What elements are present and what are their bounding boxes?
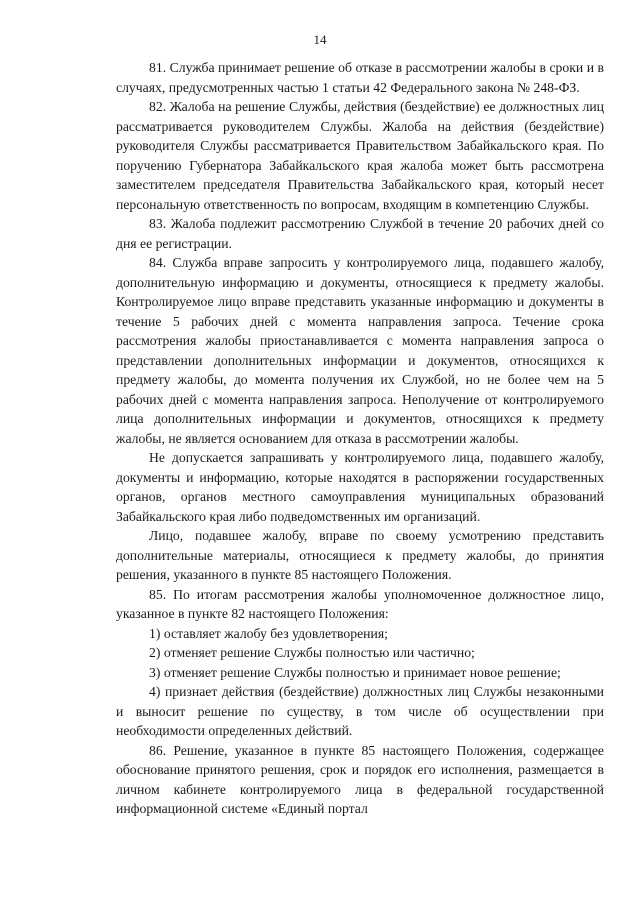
list-item-85-4: 4) признает действия (бездействие) должностных лиц Службы незаконными и выносит решение по существу, в том числе об осуществлении при необходимости определенных действий. xyxy=(116,684,604,738)
paragraph-84-additional-materials: Лицо, подавшее жалобу, вправе по своему усмотрению представить дополнительные материалы, относящиеся к предмету жалобы, до принятия решения, указанного в пункте 85 настоящего Положения. xyxy=(116,528,604,582)
paragraph-84-no-request: Не допускается запрашивать у контролируемого лица, подавшего жалобу, документы и информацию, которые находятся в распоряжении государственных органов, органов местного самоуправления муниципальных образований Забайкальского края либо подведомственных им организаций. xyxy=(116,450,604,524)
paragraph-82: 82. Жалоба на решение Службы, действия (бездействие) ее должностных лиц рассматривается руководителем Службы. Жалоба на действия (бездействие) руководителя Службы рассматривается Правительством Забайкальского края. По поручению Губернатора Забайкальского края жалоба может быть рассмотрена заместителем председателя Правительства Забайкальского края, который несет персональную ответственность по вопросам, входящим в компетенцию Службы. xyxy=(116,99,604,212)
list-item-85-1: 1) оставляет жалобу без удовлетворения; xyxy=(149,625,388,641)
paragraph-86: 86. Решение, указанное в пункте 85 настоящего Положения, содержащее обоснование принятого решения, срок и порядок его исполнения, размещается в личном кабинете контролируемого лица в федеральной государственной информационной системе «Единый портал xyxy=(116,742,604,816)
paragraph-84: 84. Служба вправе запросить у контролируемого лица, подавшего жалобу, дополнительную информацию и документы, относящиеся к предмету жалобы. Контролируемое лицо вправе представить указанные информацию и документы в течение 5 рабочих дней с момента направления запроса. Течение срока рассмотрения жалобы приостанавливается с момента направления запроса о представлении дополнительных информации и документов, относящихся к предмету жалобы, до момента получения их Службой, но не более чем на 5 рабочих дней с момента направления запроса. Неполучение от контролируемого лица дополнительных информации и документов, относящихся к предмету жалобы, не является основанием для отказа в рассмотрении жалобы. xyxy=(116,255,604,446)
list-item-85-3: 3) отменяет решение Службы полностью и принимает новое решение; xyxy=(149,664,561,680)
page-number: 14 xyxy=(313,32,327,47)
paragraph-85: 85. По итогам рассмотрения жалобы уполномоченное должностное лицо, указанное в пункте 82 настоящего Положения: xyxy=(116,586,604,621)
paragraph-83: 83. Жалоба подлежит рассмотрению Службой в течение 20 рабочих дней со дня ее регистрации. xyxy=(116,216,604,251)
paragraph-81: 81. Служба принимает решение об отказе в рассмотрении жалобы в сроки и в случаях, предусмотренных частью 1 статьи 42 Федерального закона № 248-ФЗ. xyxy=(116,60,604,95)
document-body xyxy=(116,58,604,819)
list-item-85-2: 2) отменяет решение Службы полностью или частично; xyxy=(149,645,475,660)
